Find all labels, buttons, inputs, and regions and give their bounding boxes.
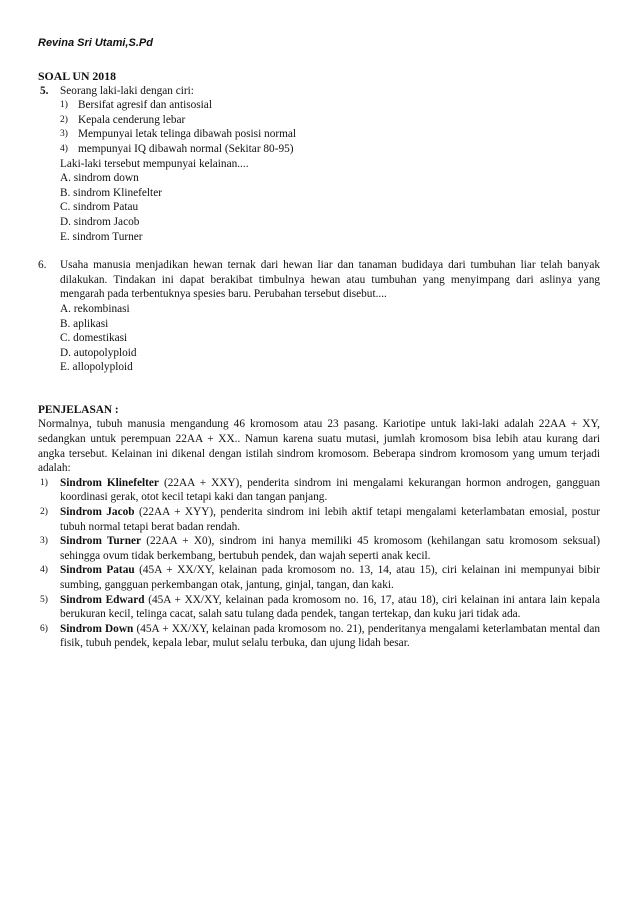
syndrome-name: Sindrom Jacob — [60, 506, 135, 519]
answer-option: B. aplikasi — [60, 317, 109, 330]
question-5 — [38, 84, 600, 245]
answer-option: C. sindrom Patau — [60, 201, 139, 214]
question-6 — [38, 258, 600, 375]
item-text: Kepala cenderung lebar — [78, 113, 186, 126]
question-stem: Seorang laki-laki dengan ciri: — [60, 84, 194, 97]
list-item — [38, 534, 600, 563]
syndrome-name: Sindrom Turner — [60, 535, 142, 548]
syndrome-name: Sindrom Edward — [60, 593, 145, 606]
explanation-intro: Normalnya, tubuh manusia mengandung 46 kromosom atau 23 pasang. Kariotipe untuk laki-laki adalah 22AA + XY, sedangkan untuk perempuan 22AA + XX.. Namun karena suatu mutasi, jumlah kromosom bisa lebih atau kurang dari angka tersebut. Kelainan ini dikenal dengan istilah sindrom kromosom. Beberapa sindrom kromosom yang umum terjadi adalah: — [38, 418, 600, 475]
syndrome-description: (22AA + XXY), penderita sindrom ini mengalami kekurangan hormon androgen, gangguan koordinasi gerak, otot kecil tetapi kaki dan tangan panjang. — [60, 476, 600, 504]
item-number: 2) — [60, 114, 68, 125]
list-item — [60, 98, 600, 113]
answer-option: B. sindrom Klinefelter — [60, 186, 162, 199]
syndrome-description: (22AA + XYY), penderita sindrom ini lebih aktif tetapi mengalami keterlambatan emosial, postur tubuh normal tetapi berat badan rendah. — [60, 506, 600, 533]
spacer — [38, 244, 600, 258]
list-item — [38, 476, 600, 505]
item-text: Mempunyai letak telinga dibawah posisi normal — [78, 128, 297, 141]
list-item — [60, 142, 600, 157]
list-item — [38, 622, 600, 651]
item-number: 3) — [60, 129, 68, 140]
list-item — [38, 593, 600, 622]
syndrome-description: (22AA + X0), sindrom ini hanya memiliki 45 kromosom (kehilangan satu kromosom seksual) sehingga ovum tidak berkembang, bertubuh pendek, dan wajah seperti anak kecil. — [60, 535, 600, 562]
answer-option: D. sindrom Jacob — [60, 215, 140, 228]
answer-option: E. allopolyploid — [60, 361, 133, 374]
syndrome-name: Sindrom Patau — [60, 564, 135, 577]
syndrome-name: Sindrom Klinefelter — [60, 476, 159, 489]
document-body — [38, 60, 600, 651]
answer-option: A. rekombinasi — [60, 302, 130, 315]
syndrome-list — [38, 476, 600, 651]
author-header: Revina Sri Utami,S.Pd — [38, 37, 153, 49]
syndrome-name: Sindrom Down — [60, 622, 134, 635]
answer-option: C. domestikasi — [60, 332, 128, 345]
question-prompt: Laki-laki tersebut mempunyai kelainan.... — [60, 157, 249, 170]
answer-option: D. autopolyploid — [60, 346, 137, 359]
item-number: 4) — [60, 143, 68, 154]
question-number: 6. — [38, 259, 47, 272]
item-number: 4) — [40, 565, 48, 576]
syndrome-description: (45A + XX/XY, kelainan pada kromosom no. 13, 14, atau 15), ciri kelainan ini mempunyai bibir sumbing, gangguan perkembangan otak, jantung, ginjal, tangan, dan kaki. — [60, 564, 600, 591]
syndrome-description: (45A + XX/XY, kelainan pada kromosom no. 21), penderitanya mengalami keterlambatan mental dan fisik, tubuh pendek, kepala lebar, mulut selalu terbuka, dan ujung lidah besar. — [60, 622, 600, 650]
list-item — [60, 113, 600, 128]
trait-list — [60, 98, 600, 156]
item-text: Bersifat agresif dan antisosial — [78, 99, 212, 112]
explanation-heading: PENJELASAN : — [38, 403, 119, 416]
item-number: 5) — [40, 594, 48, 605]
question-number: 5. — [40, 84, 49, 97]
spacer — [38, 375, 600, 403]
item-number: 3) — [40, 536, 48, 547]
list-item — [38, 505, 600, 534]
item-text: mempunyai IQ dibawah normal (Sekitar 80-95) — [78, 142, 294, 155]
item-number: 1) — [60, 100, 68, 111]
answer-option: A. sindrom down — [60, 172, 139, 185]
question-stem: Usaha manusia menjadikan hewan ternak dari hewan liar dan tanaman budidaya dari tumbuhan liar telah banyak dilakukan. Tindakan ini dapat berakibat timbulnya hewan atau tumbuhan yang menyimpang dari aslinya yang mengarah pada terbentuknya spesies baru. Perubahan tersebut disebut.... — [60, 259, 600, 301]
item-number: 2) — [40, 507, 48, 518]
list-item — [38, 563, 600, 592]
list-item — [60, 127, 600, 142]
syndrome-description: (45A + XX/XY, kelainan pada kromosom no. 16, 17, atau 18), ciri kelainan ini antara lain kepala berukuran kecil, telinga cacat, salah satu tulang dada pendek, tangan tertekap, dan kuku jari tidak ada. — [60, 593, 600, 621]
item-number: 6) — [40, 623, 48, 634]
item-number: 1) — [40, 477, 48, 488]
answer-option: E. sindrom Turner — [60, 230, 143, 243]
section-title: SOAL UN 2018 — [38, 69, 117, 83]
explanation-section — [38, 403, 600, 651]
